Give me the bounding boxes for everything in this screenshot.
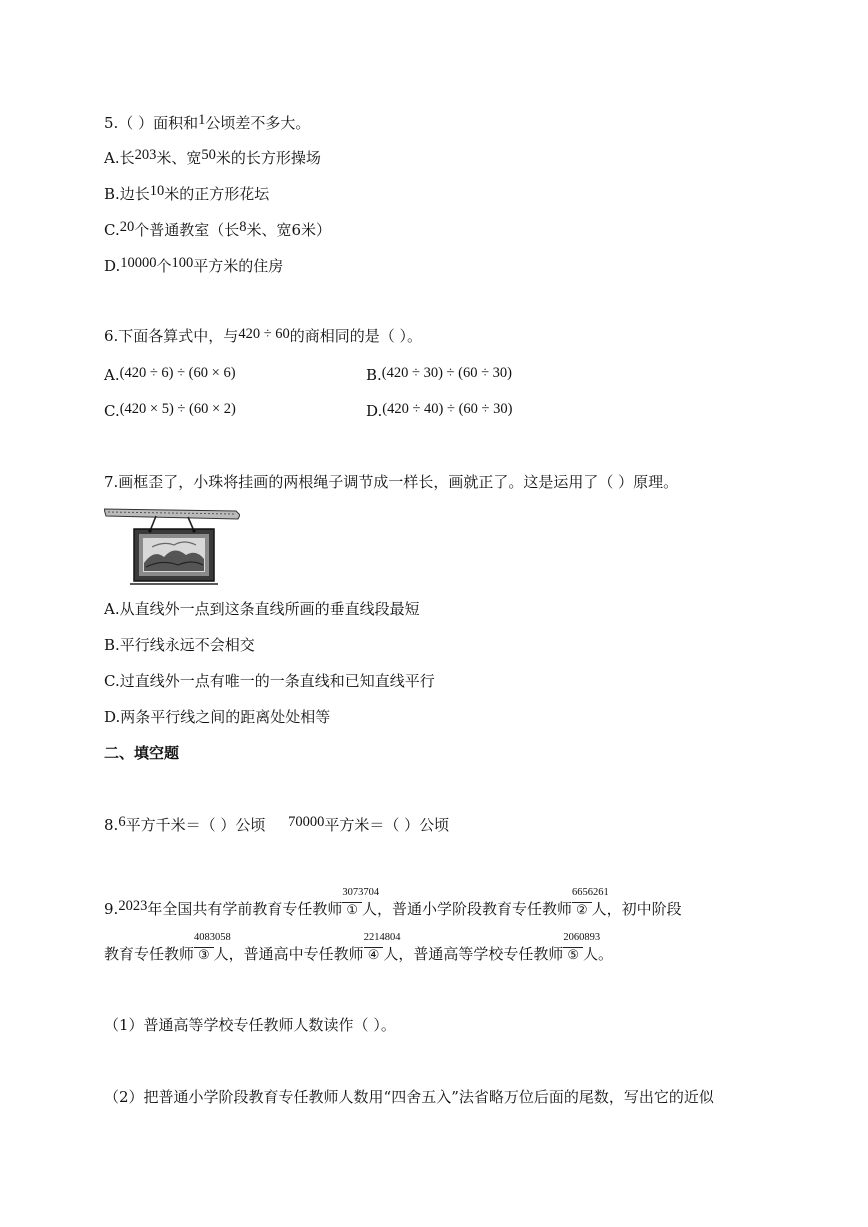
q7-option-d: D.两条平行线之间的距离处处相等 xyxy=(104,708,331,726)
blank-3[interactable]: 4083058 ③ xyxy=(194,932,231,963)
q5-option-a: A.长203米、宽50米的长方形操场 xyxy=(104,147,321,167)
q5-stem: 5.（ ）面积和1公顷差不多大。 xyxy=(104,112,311,132)
q6-option-c: C.(420 × 5) ÷ (60 × 2) xyxy=(104,401,236,420)
q5-option-c: C.20个普通教室（长8米、宽6米） xyxy=(104,219,332,239)
q9-line-1: 9.2023年全国共有学前教育专任教师 3073704 ① 人，普通小学阶段教育专任教师 6656261 ② 人，初中阶段 xyxy=(104,887,682,918)
q7-option-b: B.平行线永远不会相交 xyxy=(104,636,255,654)
q6-option-a: A.(420 ÷ 6) ÷ (60 × 6) xyxy=(104,365,236,384)
q7-option-a: A.从直线外一点到这条直线所画的垂直线段最短 xyxy=(104,600,420,618)
section-heading: 二、填空题 xyxy=(104,744,180,762)
q7-stem: 7.画框歪了，小珠将挂画的两根绳子调节成一样长，画就正了。这是运用了（ ）原理。 xyxy=(104,473,679,491)
q5-option-d: D.10000个100平方米的住房 xyxy=(104,255,284,275)
q6-option-b: B.(420 ÷ 30) ÷ (60 ÷ 30) xyxy=(366,365,512,384)
q5-option-b: B.边长10米的正方形花坛 xyxy=(104,183,270,203)
q8-stem: 8.6平方千米＝（ ）公顷 70000平方米＝（ ）公顷 xyxy=(104,814,450,834)
blank-1[interactable]: 3073704 ① xyxy=(342,887,380,918)
q9-sub-1: （1）普通高等学校专任教师人数读作（ ）。 xyxy=(104,1016,396,1034)
q7-option-c: C.过直线外一点有唯一的一条直线和已知直线平行 xyxy=(104,672,435,690)
hanging-picture-illustration xyxy=(104,505,240,585)
q9-sub-2: （2）把普通小学阶段教育专任教师人数用“四舍五入”法省略万位后面的尾数，写出它的近似 xyxy=(104,1088,714,1106)
q6-stem: 6.下面各算式中，与420 ÷ 60的商相同的是（ ）。 xyxy=(104,326,423,345)
blank-2[interactable]: 6656261 ② xyxy=(572,887,609,918)
q9-line-2: 教育专任教师 4083058 ③ 人，普通高中专任教师 2214804 ④ 人，普通高等学校专任教师 2060893 ⑤ 人。 xyxy=(104,932,614,963)
q6-option-d: D.(420 ÷ 40) ÷ (60 ÷ 30) xyxy=(366,401,513,420)
blank-4[interactable]: 2214804 ④ xyxy=(363,932,401,963)
blank-5[interactable]: 2060893 ⑤ xyxy=(563,932,601,963)
